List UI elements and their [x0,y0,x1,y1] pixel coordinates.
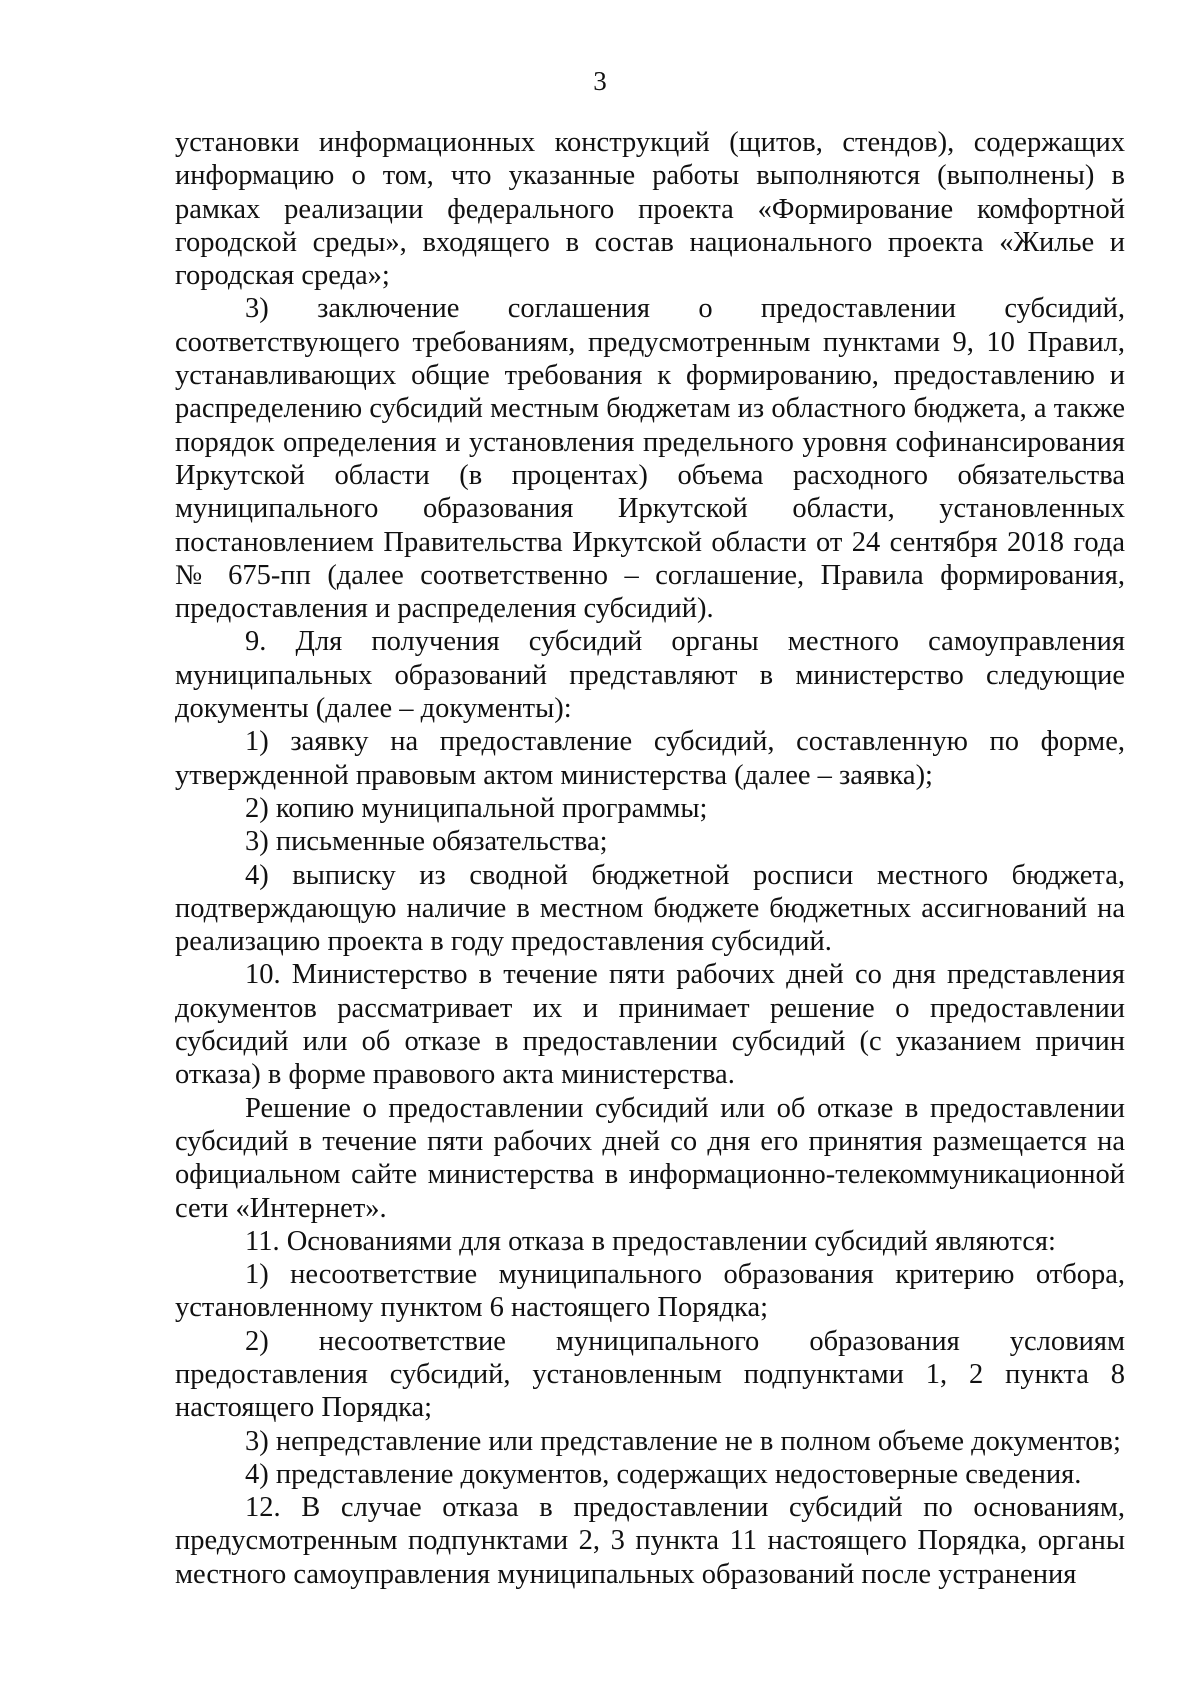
paragraph-item-9-3: 3) письменные обязательства; [245,826,608,858]
document-body [175,126,1125,1591]
paragraph-item-11-2: 2) несоответствие муниципального образования условиям предоставления субсидий, установленным подпунктами 1, 2 пункта 8 настоящего Порядка; [175,1325,1125,1424]
paragraph-item-11-3: 3) непредставление или представление не в полном объеме документов; [245,1425,1121,1457]
paragraph-section-12: 12. В случае отказа в предоставлении субсидий по основаниям, предусмотренным подпунктами 2, 3 пункта 11 настоящего Порядка, органы местного самоуправления муниципальных образований после устранения [175,1492,1125,1590]
paragraph-item-8-3: 3) заключение соглашения о предоставлении субсидий, соответствующего требованиям, предусмотренным пунктами 9, 10 Правил, устанавливающих общие требования к формированию, предоставлению и распределению субсидий местным бюджетам из областного бюджета, а также порядок определения и установления предельного уровня софинансирования Иркутской области (в процентах) объема расходного обязательства муниципального образования Иркутской области, установленных постановлением Правительства Иркутской области от 24 сентября 2018 года № 675-пп (далее соответственно – соглашение, Правила формирования, предоставления и распределения субсидий). [175,293,1125,625]
paragraph-continuation: установки информационных конструкций (щитов, стендов), содержащих информацию о том, что указанные работы выполняются (выполнены) в рамках реализации федерального проекта «Формирование комфортной городской среды», входящего в состав национального проекта «Жилье и городская среда»; [175,127,1125,292]
paragraph-item-9-1: 1) заявку на предоставление субсидий, составленную по форме, утвержденной правовым актом министерства (далее – заявка); [175,726,1125,791]
paragraph-item-9-4: 4) выписку из сводной бюджетной росписи местного бюджета, подтверждающую наличие в местном бюджете бюджетных ассигнований на реализацию проекта в году предоставления субсидий. [175,859,1125,958]
paragraph-item-11-4: 4) представление документов, содержащих недостоверные сведения. [245,1458,1082,1490]
paragraph-item-11-1: 1) несоответствие муниципального образования критерию отбора, установленному пунктом 6 настоящего Порядка; [175,1259,1125,1324]
page-number: 3 [593,66,607,96]
paragraph-section-10: 10. Министерство в течение пяти рабочих дней со дня представления документов рассматривает их и принимает решение о предоставлении субсидий или об отказе в предоставлении субсидий (с указанием причин отказа) в форме правового акта министерства. [175,959,1125,1091]
paragraph-section-11: 11. Основаниями для отказа в предоставлении субсидий являются: [245,1225,1056,1257]
paragraph-item-9-2: 2) копию муниципальной программы; [245,792,708,824]
paragraph-section-10-decision: Решение о предоставлении субсидий или об отказе в предоставлении субсидий в течение пяти рабочих дней со дня его принятия размещается на официальном сайте министерства в информационно-телекоммуникационной сети «Интернет». [175,1092,1125,1224]
paragraph-section-9: 9. Для получения субсидий органы местного самоуправления муниципальных образований представляют в министерство следующие документы (далее – документы): [175,626,1125,725]
